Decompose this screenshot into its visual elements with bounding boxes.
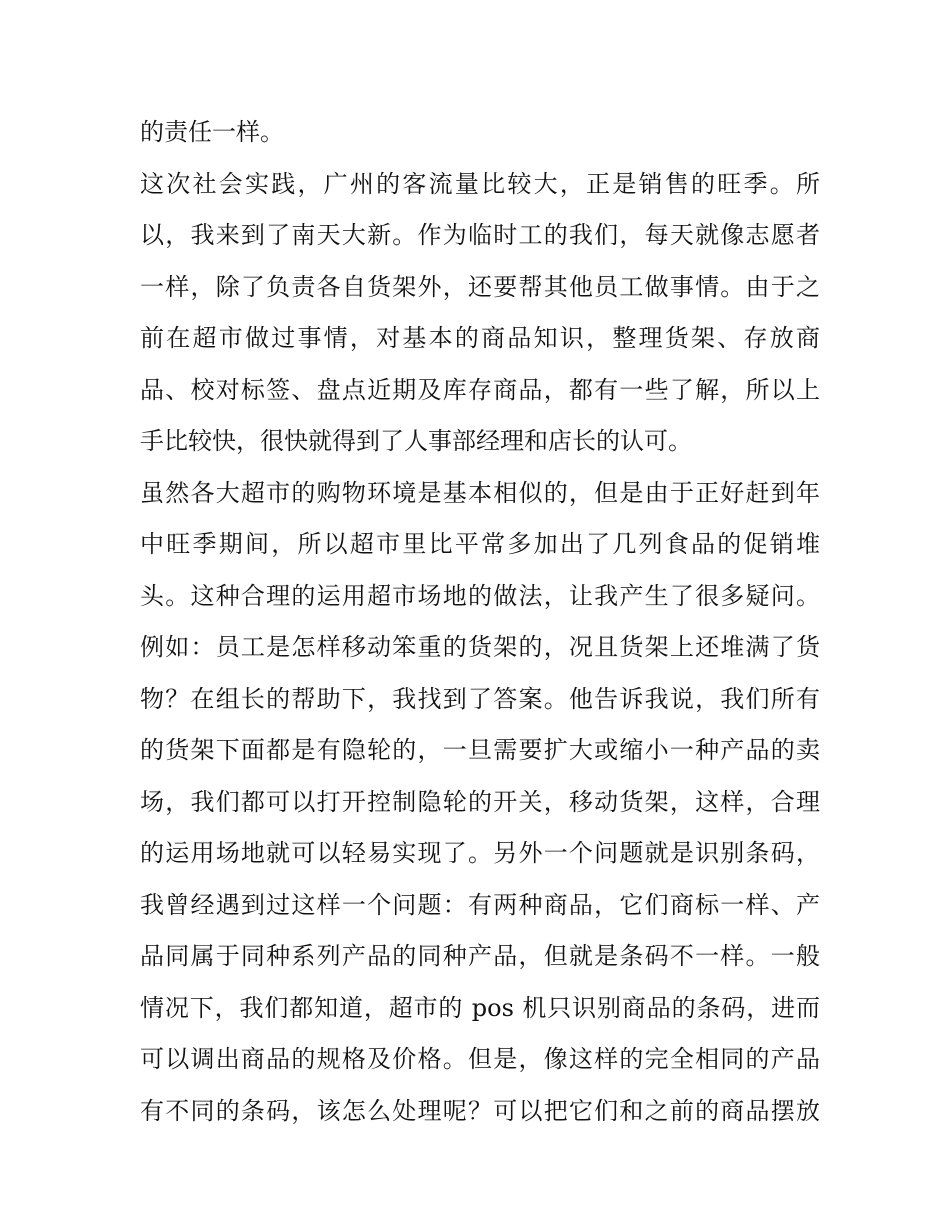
text-line-17: 品同属于同种系列产品的同种产品，但就是条码不一样。一般 [140,942,820,970]
text-line-13: 的货架下面都是有隐轮的，一旦需要扩大或缩小一种产品的卖 [140,736,820,764]
text-line-16: 我曾经遇到过这样一个问题：有两种商品，它们商标一样、产 [140,890,820,919]
text-line-7: 手比较快，很快就得到了人事部经理和店长的认可。 [140,427,692,455]
text-line-19: 可以调出商品的规格及价格。但是，像这样的完全相同的产品 [140,1045,820,1073]
body-text [140,107,820,1137]
text-line-1: 的责任一样。 [140,118,284,146]
text-line-10: 头。这种合理的运用超市场地的做法，让我产生了很多疑问。 [140,581,820,610]
text-line-20: 有不同的条码，该怎么处理呢？可以把它们和之前的商品摆放 [140,1096,820,1125]
text-line-2: 这次社会实践，广州的客流量比较大，正是销售的旺季。所 [140,169,820,198]
text-line-4: 一样，除了负责各自货架外，还要帮其他员工做事情。由于之 [140,272,820,301]
text-line-18: 情况下，我们都知道，超市的 pos 机只识别商品的条码，进而 [140,993,820,1022]
text-line-15: 的运用场地就可以轻易实现了。另外一个问题就是识别条码， [140,839,820,867]
text-line-8: 虽然各大超市的购物环境是基本相似的，但是由于正好赶到年 [140,478,820,507]
text-line-12: 物？在组长的帮助下，我找到了答案。他告诉我说，我们所有 [140,684,820,713]
text-line-14: 场，我们都可以打开控制隐轮的开关，移动货架，这样，合理 [140,787,820,816]
text-line-9: 中旺季期间，所以超市里比平常多加出了几列食品的促销堆 [140,530,820,558]
text-line-5: 前在超市做过事情，对基本的商品知识，整理货架、存放商 [140,324,820,352]
text-line-6: 品、校对标签、盘点近期及库存商品，都有一些了解，所以上 [140,375,820,404]
text-line-3: 以，我来到了南天大新。作为临时工的我们，每天就像志愿者 [140,221,820,249]
text-line-11: 例如：员工是怎样移动笨重的货架的，况且货架上还堆满了货 [140,633,820,661]
